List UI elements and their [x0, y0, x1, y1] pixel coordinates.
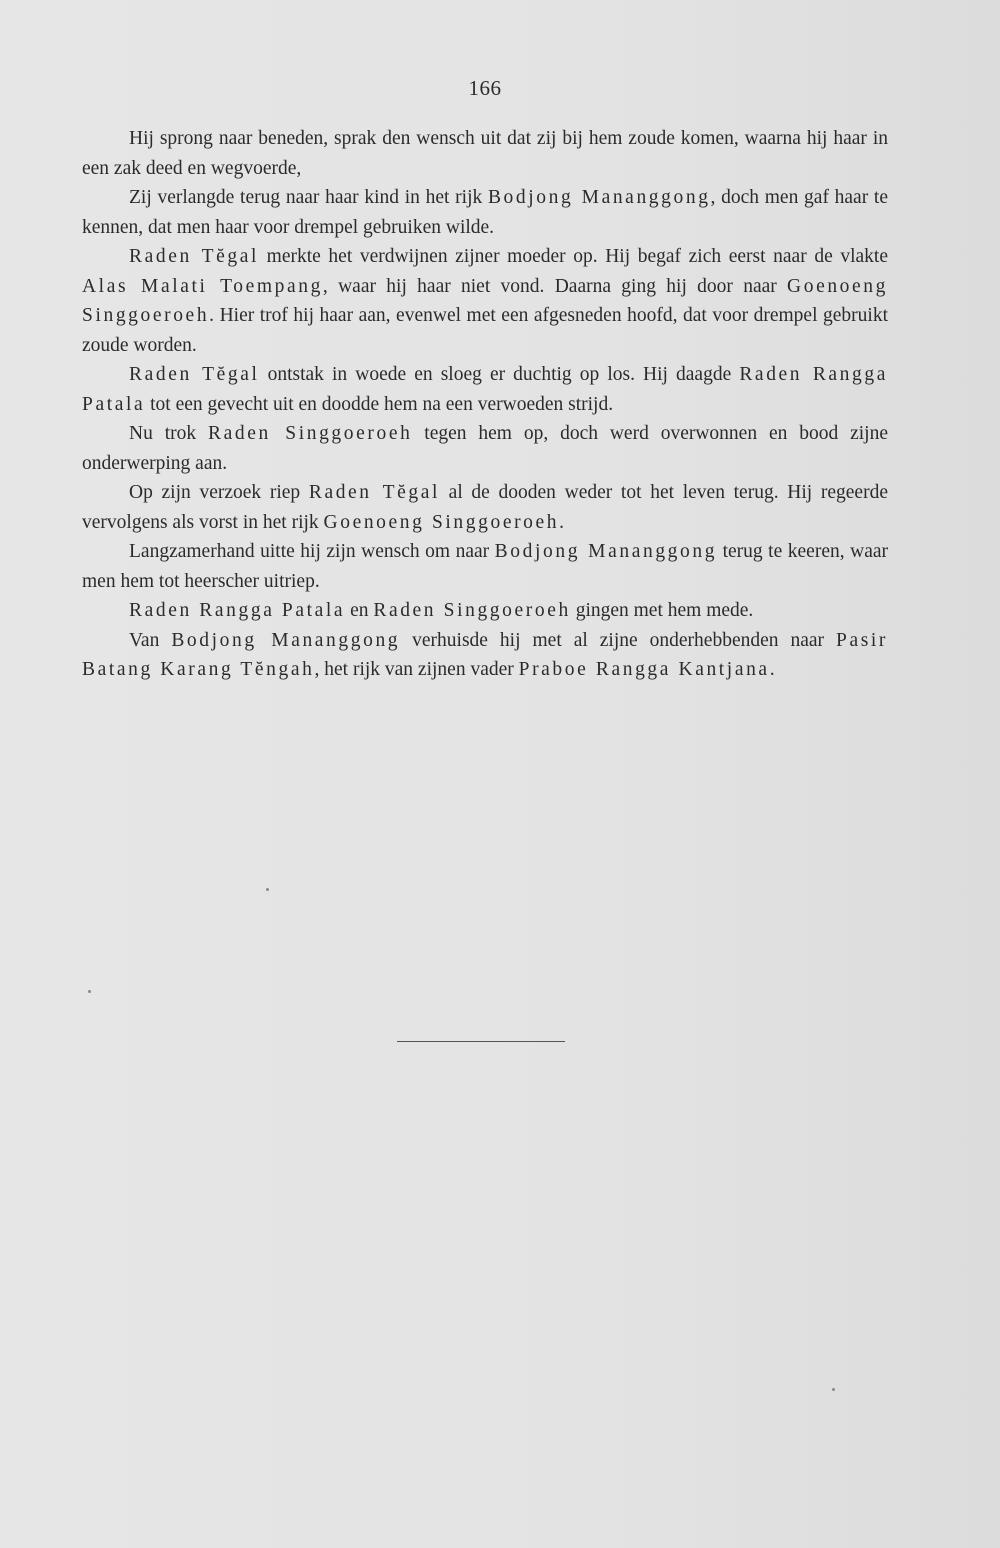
paragraph: [82, 537, 888, 596]
text-run: merkte het verdwijnen zijner moeder op. Hij begaf zich eerst naar de vlakte: [259, 246, 888, 267]
text-run: en: [345, 600, 374, 621]
text-run: tegen hem op, doch werd overwonnen en bood zijne onderwerping aan.: [82, 423, 888, 474]
paragraph: [82, 183, 888, 242]
proper-name: Raden Rangga Patala: [82, 364, 888, 415]
proper-name: Raden Tĕgal: [129, 364, 260, 385]
paragraph: [82, 596, 888, 626]
paragraph: [82, 124, 888, 183]
text-run: terug te keeren, waar men hem tot heerscher uitriep.: [82, 541, 889, 592]
proper-name: Raden Tĕgal: [129, 246, 260, 267]
proper-name: Bodjong Mananggong: [494, 541, 718, 562]
paragraph: [82, 360, 888, 419]
text-run: Nu trok: [129, 423, 208, 444]
text-run: Op zijn verzoek riep: [129, 482, 309, 503]
text-run: tot een gevecht uit en doodde hem na een verwoeden strijd.: [145, 393, 614, 415]
text-run: gingen met hem mede.: [570, 600, 754, 621]
text-run: .: [559, 511, 565, 533]
text-run: Langzamerhand uitte hij zijn wensch om naar: [129, 541, 495, 562]
paragraph: [82, 478, 888, 537]
proper-name: Alas Malati Toempang: [82, 275, 323, 297]
page-number: 166: [468, 76, 502, 100]
print-speck: [88, 990, 91, 993]
print-speck: [832, 1388, 835, 1391]
text-run: ontstak in woede en sloeg er duchtig op los. Hij daagde: [259, 364, 740, 385]
proper-name: Bodjong Mananggong: [171, 629, 401, 651]
proper-name: Raden Singgoeroeh: [207, 423, 413, 444]
proper-name: Bodjong Mananggong: [487, 187, 711, 208]
text-run: al de dooden weder tot het leven terug. Hij regeerde vervolgens als vorst in het rijk: [82, 482, 888, 533]
section-end-rule: [397, 1041, 565, 1042]
text-run: verhuisde hij met al zijne onderhebbenden naar: [400, 629, 837, 651]
text-run: . Hier trof hij haar aan, evenwel met een afgesneden hoofd, dat voor drempel gebruikt zoude worden.: [82, 305, 888, 356]
proper-name: Pasir Batang Karang Tĕngah: [82, 629, 889, 680]
text-run: .: [769, 659, 775, 680]
paragraph: [82, 626, 888, 685]
proper-name: Goenoeng Singgoeroeh: [323, 511, 560, 533]
text-run: Van: [129, 629, 172, 651]
text-run: Zij verlangde terug naar haar kind in het rijk: [129, 187, 488, 208]
proper-name: Praboe Rangga Kantjana: [518, 659, 770, 680]
text-run: Hij sprong naar beneden, sprak den wensch uit dat zij bij hem zoude komen, waarna hij haar in een zak deed en wegvoerde,: [82, 128, 888, 179]
proper-name: Raden Singgoeroeh: [373, 600, 571, 621]
text-run: , het rijk van zijnen vader: [314, 659, 519, 680]
paragraph: [82, 242, 888, 360]
proper-name: Raden Tĕgal: [308, 482, 440, 503]
proper-name: Raden Rangga Patala: [129, 600, 346, 621]
text-run: , waar hij haar niet vond. Daarna ging hij door naar: [322, 275, 788, 297]
body-text: [82, 124, 888, 685]
text-run: , doch men gaf haar te kennen, dat men haar voor drempel gebruiken wilde.: [82, 187, 888, 238]
paragraph: [82, 419, 888, 478]
print-speck: [266, 888, 269, 891]
proper-name: Goenoeng Singgoeroeh: [82, 275, 888, 326]
